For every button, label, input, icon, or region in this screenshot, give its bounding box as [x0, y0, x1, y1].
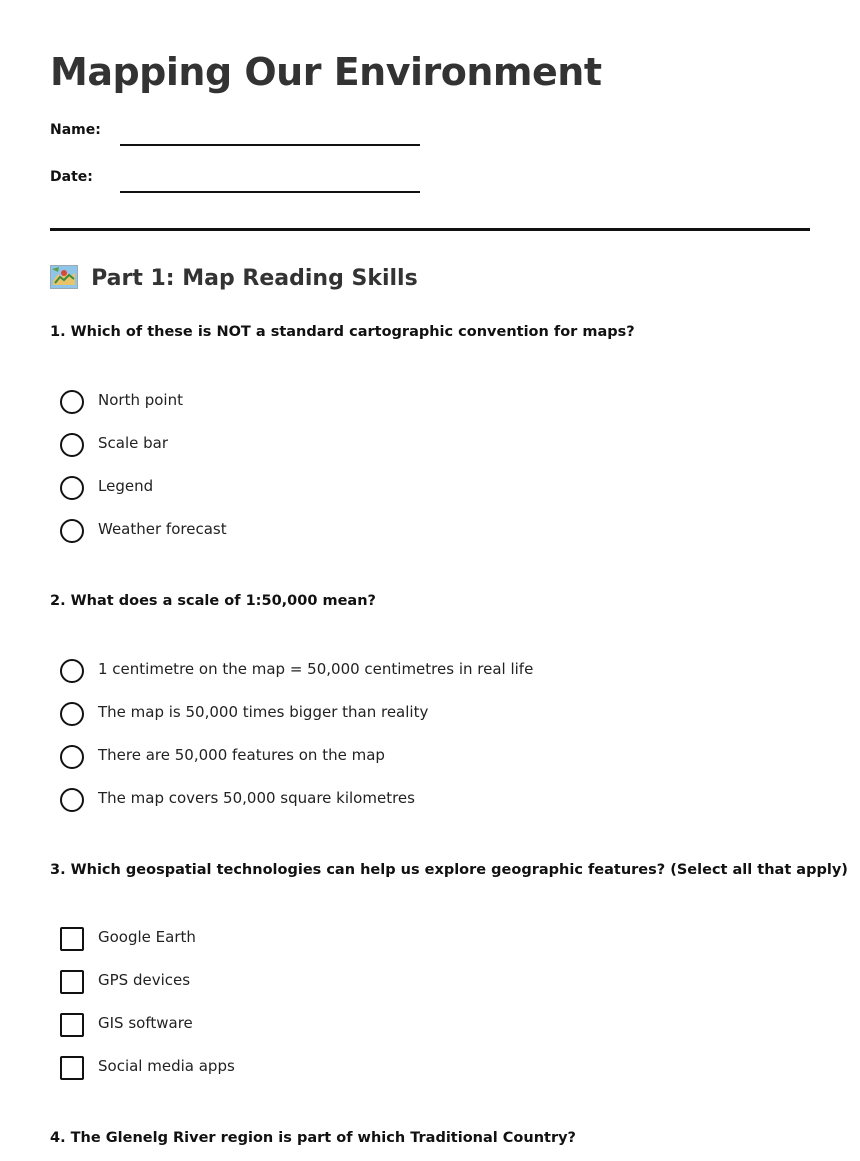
- option-label: The map covers 50,000 square kilometres: [98, 789, 415, 807]
- option-label: Social media apps: [98, 1057, 235, 1075]
- checkbox[interactable]: [60, 970, 84, 994]
- radio-button[interactable]: [60, 390, 84, 414]
- question-1: 1. Which of these is NOT a standard cartographic convention for maps?: [50, 324, 635, 340]
- option-label: Weather forecast: [98, 520, 227, 538]
- radio-button[interactable]: [60, 476, 84, 500]
- question-2: 2. What does a scale of 1:50,000 mean?: [50, 593, 376, 609]
- checkbox[interactable]: [60, 1013, 84, 1037]
- map-icon: [50, 265, 78, 289]
- page-title: Mapping Our Environment: [50, 50, 602, 94]
- radio-button[interactable]: [60, 659, 84, 683]
- name-label: Name:: [50, 122, 101, 138]
- date-input-line[interactable]: [120, 191, 420, 193]
- date-field[interactable]: [50, 169, 430, 199]
- option-label: Legend: [98, 477, 154, 495]
- name-field[interactable]: [50, 122, 430, 152]
- radio-button[interactable]: [60, 433, 84, 457]
- section-heading-part-1: [50, 266, 418, 298]
- header-divider: [50, 228, 810, 231]
- option-label: North point: [98, 391, 183, 409]
- option-label: There are 50,000 features on the map: [98, 746, 385, 764]
- radio-button[interactable]: [60, 702, 84, 726]
- option-label: The map is 50,000 times bigger than reality: [98, 703, 429, 721]
- option-label: GIS software: [98, 1014, 193, 1032]
- option-label: Scale bar: [98, 434, 169, 452]
- option-label: Google Earth: [98, 928, 196, 946]
- radio-button[interactable]: [60, 519, 84, 543]
- date-label: Date:: [50, 169, 93, 185]
- option-label: GPS devices: [98, 971, 191, 989]
- checkbox[interactable]: [60, 1056, 84, 1080]
- section-title: Part 1: Map Reading Skills: [91, 266, 418, 291]
- question-4: 4. The Glenelg River region is part of which Traditional Country?: [50, 1130, 576, 1146]
- radio-button[interactable]: [60, 788, 84, 812]
- name-input-line[interactable]: [120, 144, 420, 146]
- question-3: 3. Which geospatial technologies can help us explore geographic features? (Select all that apply): [50, 862, 848, 878]
- option-label: 1 centimetre on the map = 50,000 centimetres in real life: [98, 660, 534, 678]
- checkbox[interactable]: [60, 927, 84, 951]
- radio-button[interactable]: [60, 745, 84, 769]
